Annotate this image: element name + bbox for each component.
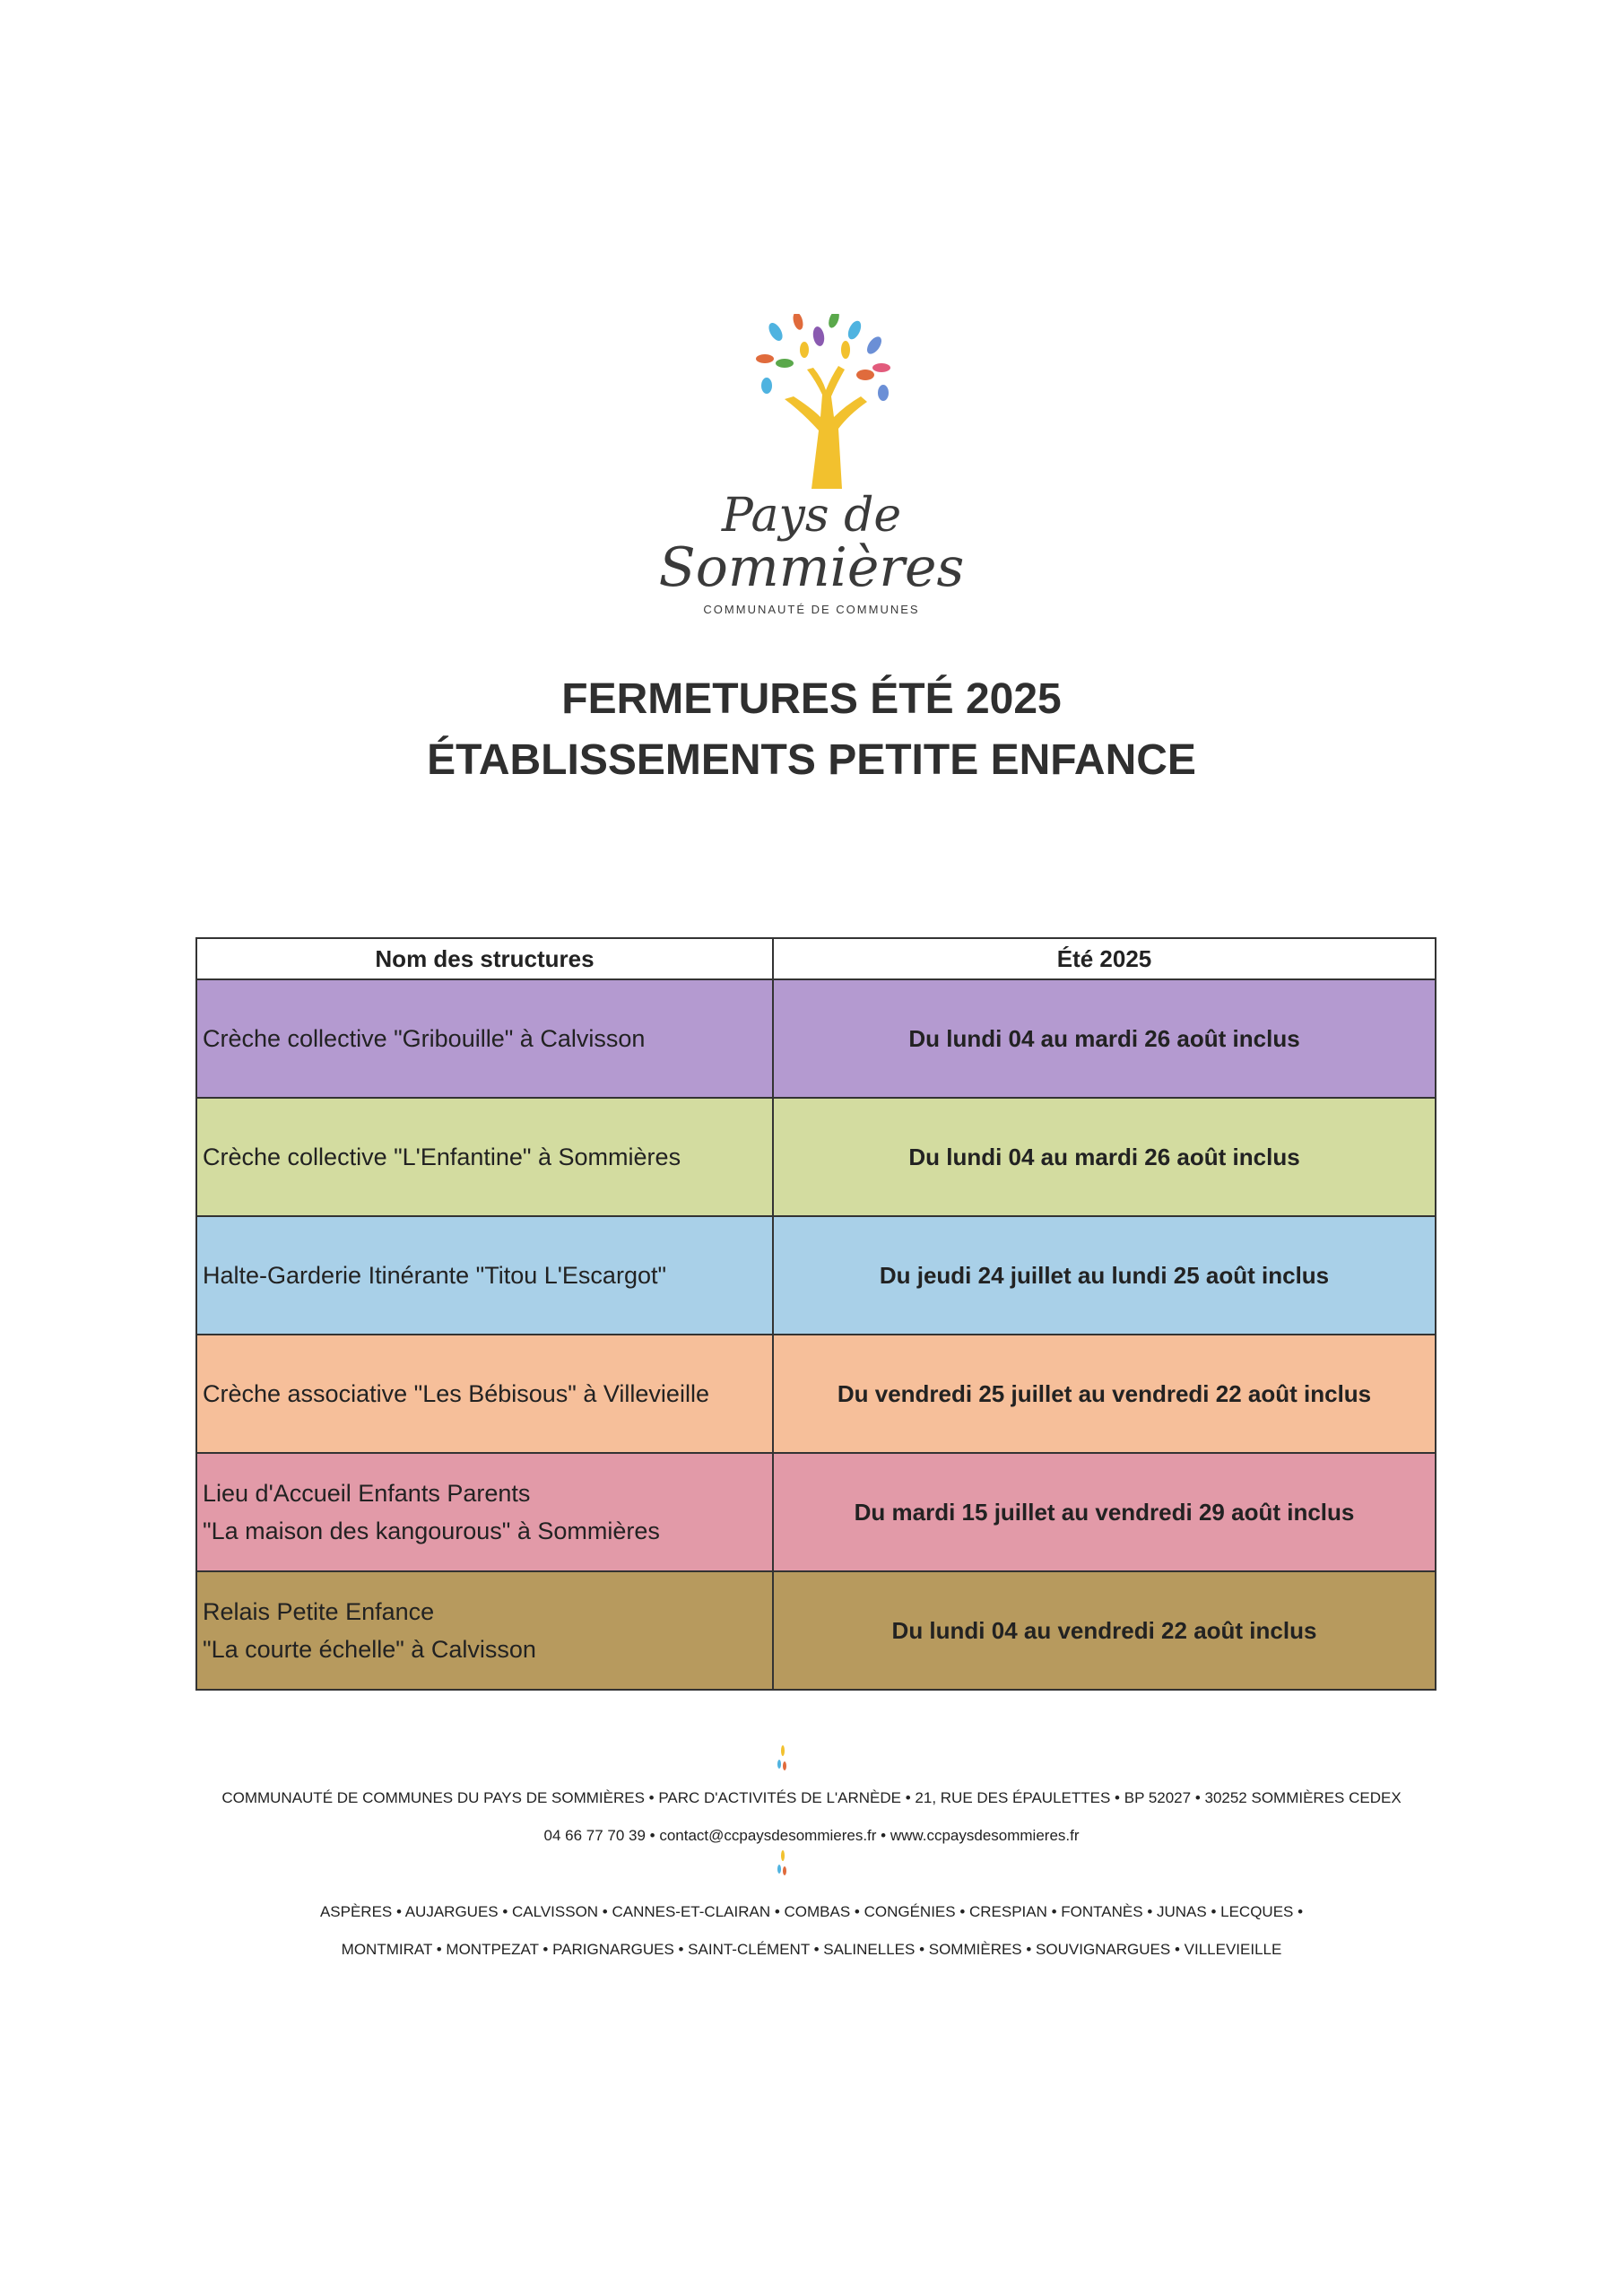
footer-communes-2: MONTMIRAT • MONTPEZAT • PARIGNARGUES • SAINT-CLÉMENT • SALINELLES • SOMMIÈRES • SOUVIGNARGUES • VILLEVIEILLE bbox=[341, 1941, 1282, 1958]
tree-logo-icon bbox=[749, 314, 901, 493]
closure-dates: Du mardi 15 juillet au vendredi 29 août inclus bbox=[774, 1454, 1435, 1570]
footer-contact: 04 66 77 70 39 • contact@ccpaysdesommieres.fr • www.ccpaysdesommieres.fr bbox=[543, 1827, 1080, 1844]
closures-table bbox=[195, 937, 1436, 1691]
structure-name-line: Crèche collective "L'Enfantine" à Sommières bbox=[203, 1144, 681, 1170]
brand-line-1: Pays de bbox=[721, 489, 902, 543]
header-summer: Été 2025 bbox=[1056, 944, 1152, 972]
structure-name bbox=[197, 1099, 774, 1215]
closure-dates: Du vendredi 25 juillet au vendredi 22 août inclus bbox=[774, 1335, 1435, 1452]
closure-dates: Du lundi 04 au mardi 26 août inclus bbox=[774, 1099, 1435, 1215]
structure-name bbox=[197, 1572, 774, 1689]
table-row bbox=[197, 1454, 1435, 1572]
structure-name-line: "La courte échelle" à Calvisson bbox=[203, 1636, 536, 1663]
structure-name-line: Crèche collective "Gribouille" à Calvisson bbox=[203, 1025, 646, 1052]
leaf-separator-icon bbox=[775, 1744, 789, 1771]
structure-name-line: Relais Petite Enfance bbox=[203, 1598, 435, 1625]
structure-name bbox=[197, 1217, 774, 1334]
brand-line-2: Sommières bbox=[658, 536, 965, 599]
structure-name-line: "La maison des kangourous" à Sommières bbox=[203, 1518, 660, 1544]
footer-communes-1: ASPÈRES • AUJARGUES • CALVISSON • CANNES-ET-CLAIRAN • COMBAS • CONGÉNIES • CRESPIAN • FONTANÈS • JUNAS • LECQUES • bbox=[319, 1903, 1304, 1920]
closure-dates: Du lundi 04 au vendredi 22 août inclus bbox=[774, 1572, 1435, 1689]
page-subtitle: ÉTABLISSEMENTS PETITE ENFANCE bbox=[427, 736, 1196, 784]
footer-address: COMMUNAUTÉ DE COMMUNES DU PAYS DE SOMMIÈRES • PARC D'ACTIVITÉS DE L'ARNÈDE • 21, RUE DES ÉPAULETTES • BP 52027 • 30252 SOMMIÈRES CEDEX bbox=[221, 1789, 1402, 1806]
brand-subtitle: COMMUNAUTÉ DE COMMUNES bbox=[703, 603, 920, 616]
table-header bbox=[197, 939, 1435, 980]
structure-name-line: Crèche associative "Les Bébisous" à Villevieille bbox=[203, 1380, 709, 1407]
closure-dates: Du jeudi 24 juillet au lundi 25 août inclus bbox=[774, 1217, 1435, 1334]
table-row bbox=[197, 980, 1435, 1099]
structure-name-line: Lieu d'Accueil Enfants Parents bbox=[203, 1480, 531, 1507]
structure-name-line: Halte-Garderie Itinérante "Titou L'Escargot" bbox=[203, 1262, 667, 1289]
structure-name bbox=[197, 980, 774, 1097]
table-row bbox=[197, 1572, 1435, 1689]
page-title: FERMETURES ÉTÉ 2025 bbox=[561, 675, 1062, 723]
table-row bbox=[197, 1099, 1435, 1217]
leaf-separator-icon bbox=[775, 1849, 789, 1876]
table-row bbox=[197, 1335, 1435, 1454]
structure-name bbox=[197, 1454, 774, 1570]
structure-name bbox=[197, 1335, 774, 1452]
closure-dates: Du lundi 04 au mardi 26 août inclus bbox=[774, 980, 1435, 1097]
table-row bbox=[197, 1217, 1435, 1335]
header-structures: Nom des structures bbox=[197, 939, 774, 978]
